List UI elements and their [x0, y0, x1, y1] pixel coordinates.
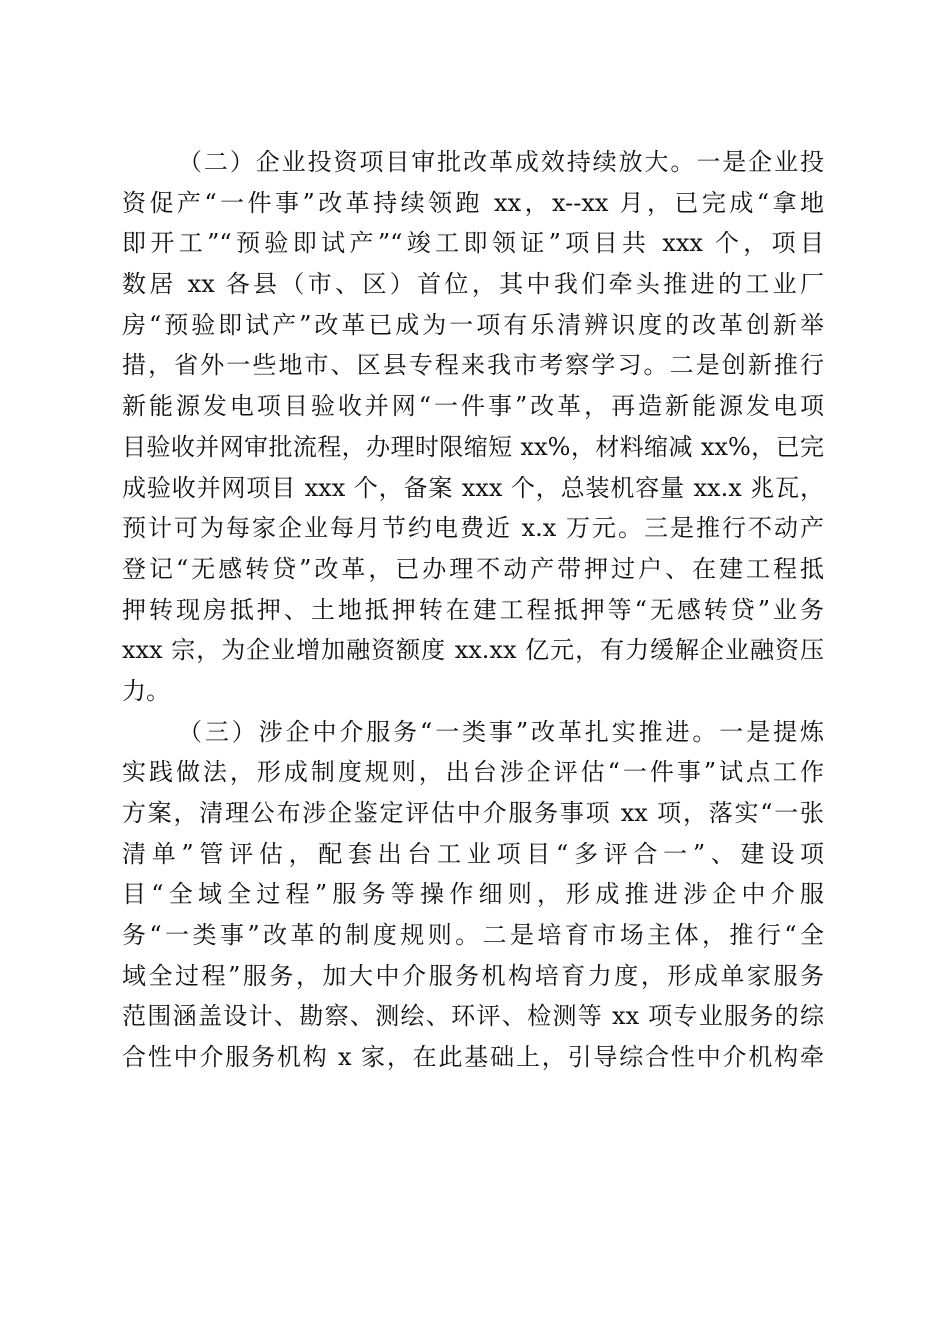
text-line: 范围涵盖设计、勘察、测绘、环评、检测等 xx 项专业服务的综: [122, 1002, 824, 1031]
text-line: 成验收并网项目 xxx 个，备案 xxx 个，总装机容量 xx.x 兆瓦，: [122, 473, 824, 502]
text-line: 新能源发电项目验收并网“一件事”改革，再造新能源发电项: [122, 392, 824, 421]
text-line: 即开工”“预验即试产”“竣工即领证”项目共 xxx 个，项目: [122, 229, 824, 258]
text-line: xxx 宗，为企业增加融资额度 xx.xx 亿元，有力缓解企业融资压: [122, 636, 824, 665]
text-line: 力。: [122, 676, 170, 705]
text-line: 登记“无感转贷”改革，已办理不动产带押过户、在建工程抵: [122, 554, 824, 583]
text-line: 实践做法，形成制度规则，出台涉企评估“一件事”试点工作: [122, 758, 824, 787]
text-line: 清单”管评估，配套出台工业项目“多评合一”、建设项: [122, 839, 824, 868]
text-line: 域全过程”服务，加大中介服务机构培育力度，形成单家服务: [122, 961, 824, 990]
text-line: 房“预验即试产”改革已成为一项有乐清辨识度的改革创新举: [122, 310, 824, 339]
text-line: （二）企业投资项目审批改革成效持续放大。一是企业投: [178, 148, 824, 176]
text-line: 务“一类事”改革的制度规则。二是培育市场主体，推行“全: [122, 921, 824, 950]
text-line: 目验收并网审批流程，办理时限缩短 xx%，材料缩减 xx%，已完: [122, 432, 824, 461]
paragraph-investment-approval-reform: [122, 142, 824, 712]
document-page: [122, 142, 824, 1078]
text-line: 押转现房抵押、土地抵押转在建工程抵押等“无感转贷”业务: [122, 595, 824, 624]
paragraph-intermediary-service-reform: [122, 712, 824, 1078]
text-line: 方案，清理公布涉企鉴定评估中介服务事项 xx 项，落实“一张: [122, 799, 824, 827]
text-line: 资促产“一件事”改革持续领跑 xx，x--xx 月，已完成“拿地: [122, 188, 824, 217]
text-line: 措，省外一些地市、区县专程来我市考察学习。二是创新推行: [122, 351, 824, 380]
text-line: 合性中介服务机构 x 家，在此基础上，引导综合性中介机构牵: [122, 1043, 824, 1072]
text-line: 预计可为每家企业每月节约电费近 x.x 万元。三是推行不动产: [122, 514, 824, 543]
text-line: 目“全域全过程”服务等操作细则，形成推进涉企中介服: [122, 880, 824, 909]
text-line: （三）涉企中介服务“一类事”改革扎实推进。一是提炼: [178, 717, 824, 746]
text-line: 数居 xx 各县（市、区）首位，其中我们牵头推进的工业厂: [122, 270, 824, 299]
